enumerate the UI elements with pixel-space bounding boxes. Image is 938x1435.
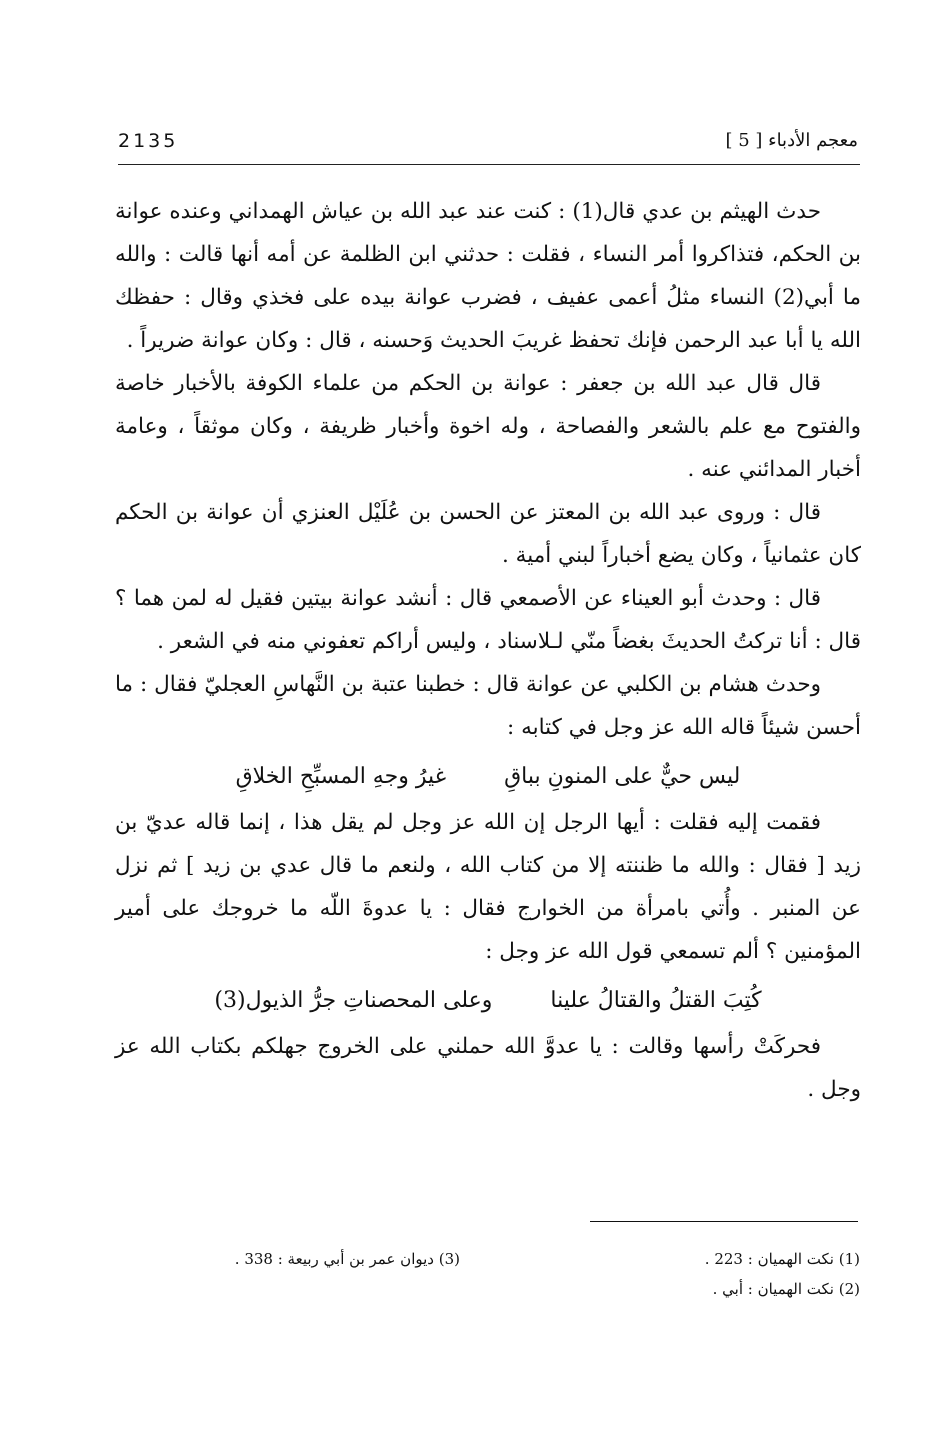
verse-1-first-hemistich: ليس حيٌّ على المنونِ بباقِ xyxy=(504,764,741,789)
verse-2-first-hemistich: كُتِبَ القتلُ والقتالُ علينا xyxy=(550,988,762,1013)
verse-2 xyxy=(115,979,861,1023)
verse-1 xyxy=(115,755,861,799)
paragraph-6: فقمت إليه فقلت : أيها الرجل إن الله عز وجل لم يقل هذا ، إنما قاله عديّ بن زيد [ فقال : والله ما ظننته إلا من كتاب الله ، ولنعم ما قال عدي بن زيد ] ثم نزل عن المنبر . وأُتي بامرأة من الخوارج فقال : يا عدوةَ اللّه ما خروجك على أمير المؤمنين ؟ ألم تسمعي قول الله عز وجل : xyxy=(115,810,861,964)
running-title: معجم الأدباء [ 5 ] xyxy=(725,130,858,151)
page-header xyxy=(118,128,858,162)
header-rule xyxy=(118,164,860,165)
verse-2-second-hemistich: وعلى المحصناتِ جرُّ الذيول(3) xyxy=(214,988,493,1013)
paragraph-7: فحركَتْ رأسها وقالت : يا عدوَّ الله حملني على الخروج جهلكم بكتاب الله عز وجل . xyxy=(115,1034,861,1102)
paragraph-5: وحدث هشام بن الكلبي عن عوانة قال : خطبنا عتبة بن النَّهاسِ العجليّ فقال : ما أحسن شيئاً قاله الله عز وجل في كتابه : xyxy=(115,672,861,740)
paragraph-3: قال : وروى عبد الله بن المعتز عن الحسن بن عُلَيْل العنزي أن عوانة بن الحكم كان عثمانياً ، وكان يضع أخباراً لبني أمية . xyxy=(115,500,861,568)
footnote-rule xyxy=(590,1221,858,1222)
footnote-2: (2) نكت الهميان : أبي . xyxy=(712,1280,860,1298)
page-number: 2135 xyxy=(118,130,179,152)
footnotes-left-column xyxy=(235,1244,460,1274)
paragraph-1: حدث الهيثم بن عدي قال(1) : كنت عند عبد الله بن عياش الهمداني وعنده عوانة بن الحكم، فتذاكروا أمر النساء ، فقلت : حدثني ابن الظلمة عن أمه أنها قالت : والله ما أبي(2) النساء مثلُ أعمى عفيف ، فضرب عوانة بيده على فخذي وقال : حفظك الله يا أبا عبد الرحمن فإنك تحفظ غريبَ الحديث وَحسنه ، قال : وكان عوانة ضريراً . xyxy=(115,199,861,353)
verse-1-second-hemistich: غيرُ وجهِ المسبِّحِ الخلاقِ xyxy=(235,764,447,789)
main-text xyxy=(115,190,861,1111)
paragraph-2: قال قال عبد الله بن جعفر : عوانة بن الحكم من علماء الكوفة بالأخبار خاصة والفتوح مع علم بالشعر والفصاحة ، وله اخوة وأخبار ظريفة ، وكان موثقاً ، وعامة أخبار المدائني عنه . xyxy=(115,371,861,482)
footnote-1: (1) نكت الهميان : 223 . xyxy=(704,1250,860,1268)
footnotes xyxy=(190,1244,860,1314)
paragraph-4: قال : وحدث أبو العيناء عن الأصمعي قال : أنشد عوانة بيتين فقيل له لمن هما ؟ قال : أنا تركتُ الحديثَ بغضاً منّي لـلاسناد ، وليس أراكم تعفوني منه في الشعر . xyxy=(115,586,861,654)
footnotes-right-column xyxy=(705,1244,860,1304)
footnote-3: (3) ديوان عمر بن أبي ربيعة : 338 . xyxy=(234,1250,460,1268)
